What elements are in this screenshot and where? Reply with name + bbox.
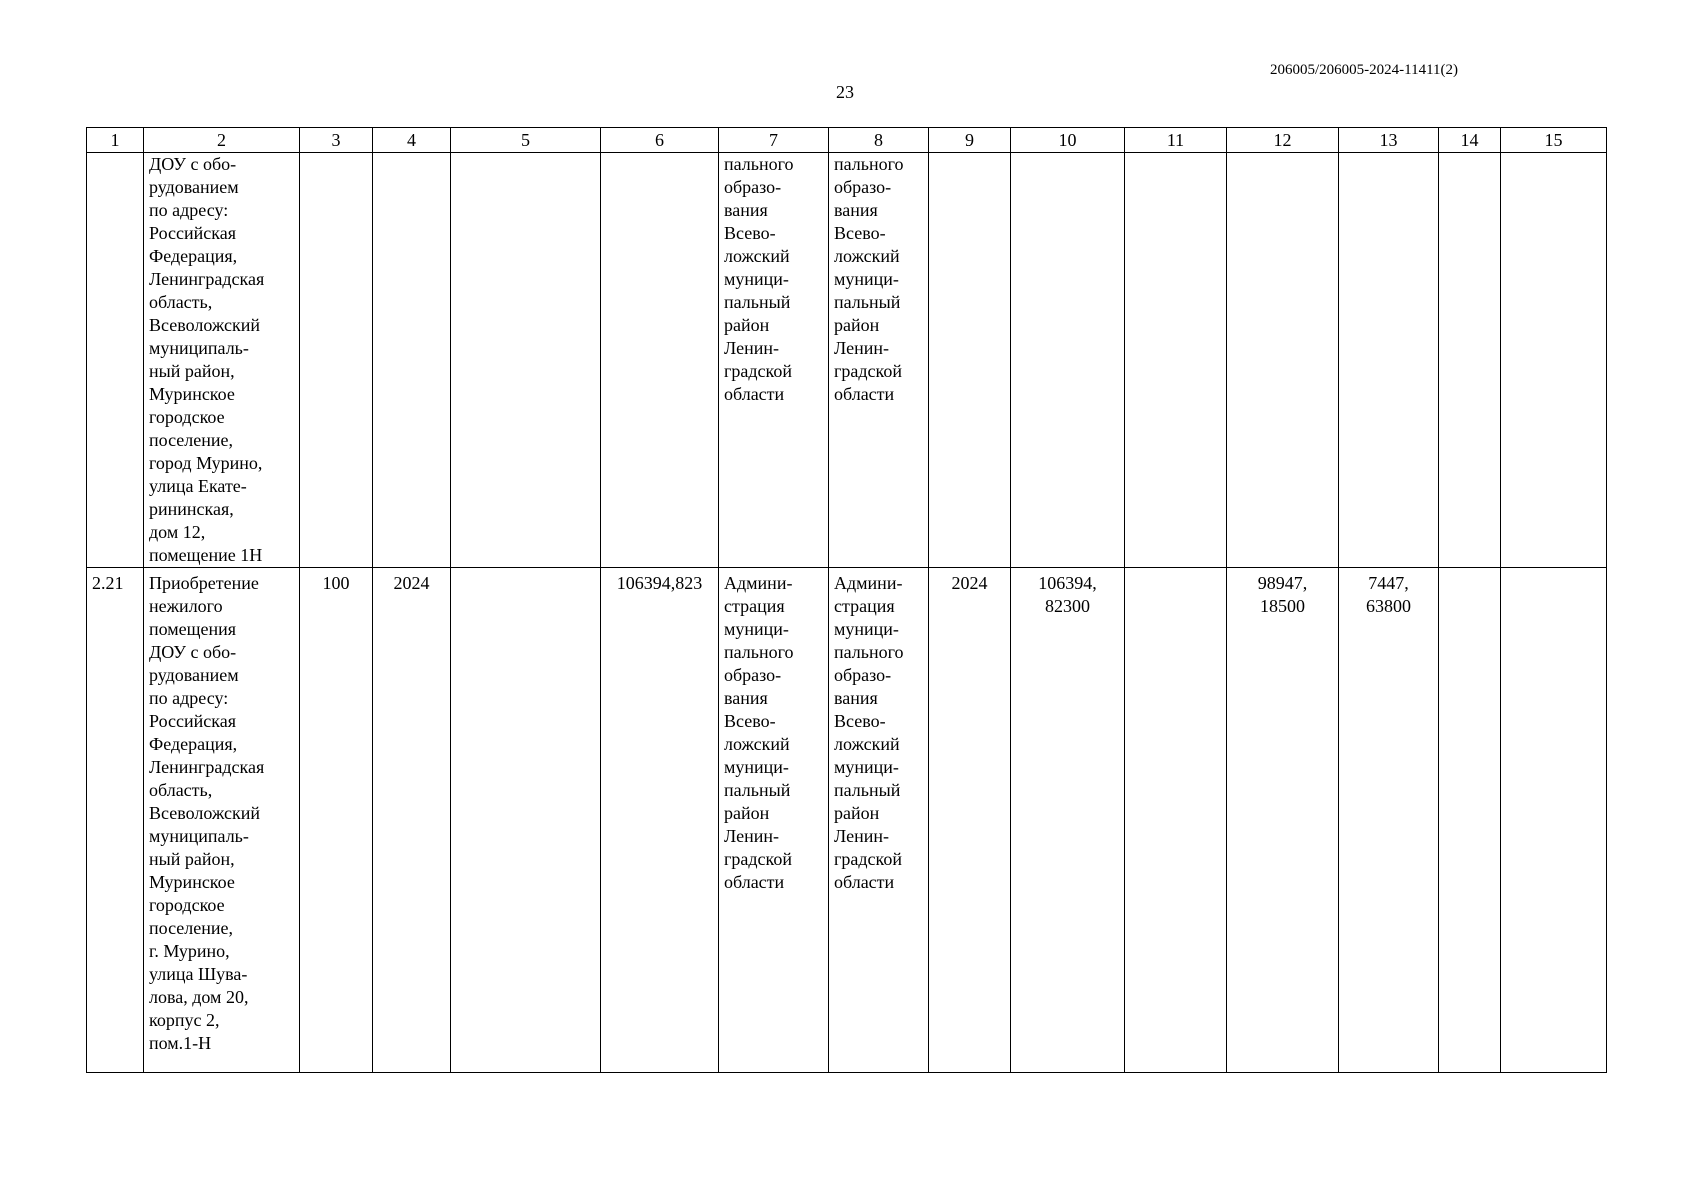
column-header: 10 [1011,128,1125,153]
cell-col10: 106394, 82300 [1011,568,1125,1073]
cell-col7: Админи- страция муници- пального образо- вания Всево- ложский муници- пальный район Ленин- градской области [719,568,829,1073]
cell-col14 [1439,153,1501,568]
column-header: 6 [601,128,719,153]
cell-object-name: Приобретение нежилого помещения ДОУ с обо- рудованием по адресу: Российская Федерация, Ленинградская область, Всеволожский муниципаль- ный район, Муринское городское поселение, г. Мурино, улица Шува- лова, дом 20, корпус 2, пом.1-Н [144,568,300,1073]
column-header: 13 [1339,128,1439,153]
cell-col9: 2024 [929,568,1011,1073]
cell-col3 [300,153,373,568]
document-id: 206005/206005-2024-11411(2) [1270,62,1459,78]
cell-col15 [1501,153,1607,568]
column-header: 3 [300,128,373,153]
cell-col12 [1227,153,1339,568]
cell-col7: пального образо- вания Всево- ложский муници- пальный район Ленин- градской области [719,153,829,568]
cell-col11 [1125,153,1227,568]
cell-object-name: ДОУ с обо- рудованием по адресу: Российская Федерация, Ленинградская область, Всеволожский муниципаль- ный район, Муринское городское поселение, город Мурино, улица Екате- рининская, дом 12, помещение 1Н [144,153,300,568]
cell-col5 [451,568,601,1073]
cell-col6 [601,153,719,568]
cell-col6: 106394,823 [601,568,719,1073]
page-number: 23 [836,82,854,102]
header-row [87,128,1607,153]
column-header: 15 [1501,128,1607,153]
column-header: 8 [829,128,929,153]
cell-number: 2.21 [87,568,144,1073]
column-header: 4 [373,128,451,153]
cell-col13 [1339,153,1439,568]
column-header: 11 [1125,128,1227,153]
cell-col10 [1011,153,1125,568]
cell-col4 [373,153,451,568]
cell-col15 [1501,568,1607,1073]
cell-col11 [1125,568,1227,1073]
cell-col3: 100 [300,568,373,1073]
column-header: 14 [1439,128,1501,153]
column-header: 1 [87,128,144,153]
cell-col5 [451,153,601,568]
cell-col4: 2024 [373,568,451,1073]
cell-number [87,153,144,568]
cell-col8: пального образо- вания Всево- ложский муници- пальный район Ленин- градской области [829,153,929,568]
column-header: 12 [1227,128,1339,153]
column-header: 2 [144,128,300,153]
cell-col14 [1439,568,1501,1073]
cell-col8: Админи- страция муници- пального образо- вания Всево- ложский муници- пальный район Ленин- градской области [829,568,929,1073]
table-row [87,153,1607,568]
cell-col13: 7447, 63800 [1339,568,1439,1073]
cell-col12: 98947, 18500 [1227,568,1339,1073]
column-header: 9 [929,128,1011,153]
data-table [86,127,1607,1073]
table-row [87,568,1607,1073]
column-header: 7 [719,128,829,153]
column-header: 5 [451,128,601,153]
cell-col9 [929,153,1011,568]
